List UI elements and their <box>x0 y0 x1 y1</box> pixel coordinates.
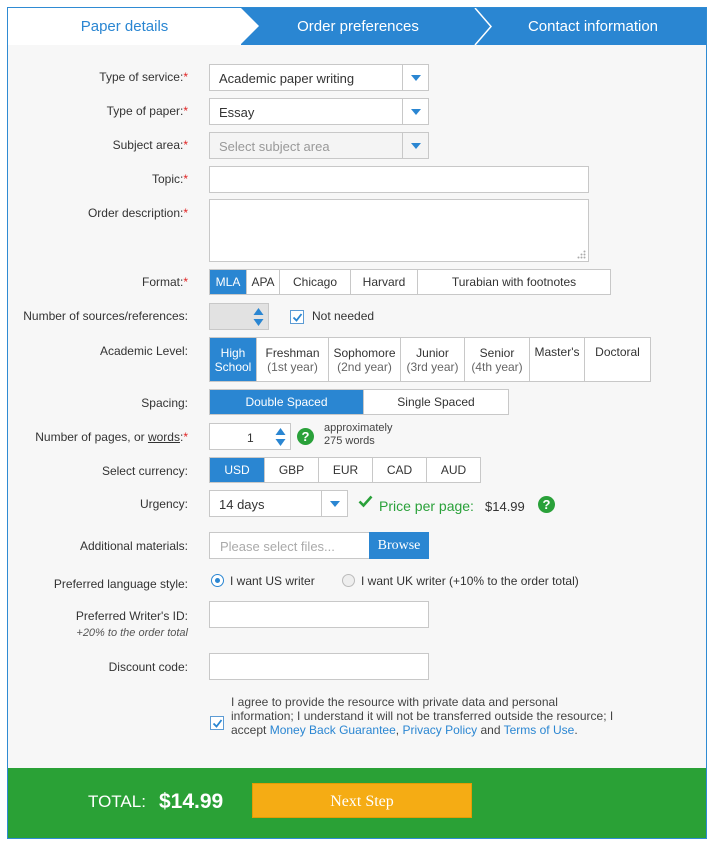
sources-label: Number of sources/references: <box>23 309 188 323</box>
urgency-label: Urgency: <box>139 497 188 511</box>
currency-option-aud[interactable]: AUD <box>440 463 467 477</box>
pages-label: Number of pages, or words:* <box>35 430 188 444</box>
urgency-select[interactable] <box>209 490 348 517</box>
pages-words-note: approximately 275 words <box>324 422 393 447</box>
terms-of-use-link[interactable]: Terms of Use <box>503 723 575 737</box>
stepper-arrows-icon[interactable] <box>253 307 264 327</box>
checkmark-icon <box>212 718 223 729</box>
format-option-turabian[interactable]: Turabian with footnotes <box>451 275 577 289</box>
type-of-paper-value: Essay <box>219 105 255 120</box>
type-of-service-value: Academic paper writing <box>219 71 355 86</box>
format-option-harvard[interactable]: Harvard <box>351 270 418 294</box>
language-style-label: Preferred language style: <box>53 577 188 591</box>
type-of-service-select[interactable] <box>209 64 429 91</box>
check-icon <box>358 495 373 508</box>
level-option-junior[interactable]: Junior (3rd year) <box>401 338 465 381</box>
academic-level-label: Academic Level: <box>99 344 188 358</box>
resize-handle-icon[interactable] <box>577 250 586 259</box>
help-icon[interactable]: ? <box>538 496 555 513</box>
chevron-right-icon <box>473 8 493 45</box>
format-selector <box>209 269 611 295</box>
file-upload-input[interactable] <box>209 532 369 559</box>
spacing-selector <box>209 389 509 415</box>
writer-id-note: +20% to the order total <box>76 627 188 639</box>
spacing-option-double[interactable]: Double Spaced <box>210 390 364 414</box>
order-description-label: Order description:* <box>87 206 188 220</box>
topic-input[interactable] <box>209 166 589 193</box>
level-option-freshman[interactable]: Freshman (1st year) <box>257 338 329 381</box>
writer-id-input[interactable] <box>209 601 429 628</box>
currency-option-gbp[interactable]: GBP <box>265 458 319 482</box>
us-writer-radio[interactable] <box>211 574 224 587</box>
step-contact-information[interactable]: Contact information <box>527 18 659 35</box>
academic-level-selector <box>209 337 651 382</box>
dropdown-arrow-icon <box>321 491 347 516</box>
currency-option-usd[interactable]: USD <box>210 458 265 482</box>
order-description-textarea[interactable] <box>209 199 589 262</box>
money-back-guarantee-link[interactable]: Money Back Guarantee <box>269 723 396 737</box>
subject-area-label: Subject area:* <box>112 138 188 152</box>
level-option-senior[interactable]: Senior (4th year) <box>465 338 530 381</box>
topic-label: Topic:* <box>151 172 188 186</box>
words-link[interactable]: words <box>147 430 180 444</box>
total-footer <box>8 768 706 838</box>
price-per-page-label: Price per page: <box>379 498 474 514</box>
urgency-value: 14 days <box>219 497 265 512</box>
agreement-text: I agree to provide the resource with private data and personal information; I understand it will not be transferred outside the resource; I accept Money Back Guarantee, Privacy Policy and Terms of Use. <box>231 695 614 737</box>
type-of-service-label: Type of service:* <box>99 70 188 84</box>
not-needed-checkbox[interactable] <box>290 310 304 324</box>
type-of-paper-label: Type of paper:* <box>106 104 188 118</box>
us-writer-label: I want US writer <box>230 574 315 588</box>
level-option-high-school[interactable]: High School <box>210 338 257 381</box>
help-icon[interactable]: ? <box>297 428 314 445</box>
not-needed-label: Not needed <box>312 309 375 323</box>
format-label: Format:* <box>141 275 188 289</box>
additional-materials-label: Additional materials: <box>79 539 188 553</box>
discount-code-label: Discount code: <box>108 660 188 674</box>
sources-stepper[interactable] <box>209 303 269 330</box>
spacing-label: Spacing: <box>141 396 188 410</box>
currency-option-cad[interactable]: CAD <box>373 458 427 482</box>
currency-option-eur[interactable]: EUR <box>319 458 373 482</box>
format-option-mla[interactable]: MLA <box>210 270 247 294</box>
level-option-sophomore[interactable]: Sophomore (2nd year) <box>329 338 401 381</box>
format-option-apa[interactable]: APA <box>247 270 280 294</box>
steps-bar <box>8 8 706 45</box>
subject-area-placeholder: Select subject area <box>219 139 330 154</box>
file-upload-placeholder: Please select files... <box>220 539 335 554</box>
stepper-arrows-icon[interactable] <box>275 427 286 447</box>
currency-selector <box>209 457 481 483</box>
total-label: TOTAL: <box>88 792 146 811</box>
writer-id-label: Preferred Writer's ID: <box>75 609 188 623</box>
currency-label: Select currency: <box>101 464 188 478</box>
dropdown-arrow-icon <box>402 133 428 158</box>
discount-code-input[interactable] <box>209 653 429 680</box>
privacy-policy-link[interactable]: Privacy Policy <box>402 723 478 737</box>
price-per-page-value: $14.99 <box>485 499 525 514</box>
checkmark-icon <box>292 312 303 323</box>
order-form <box>7 7 707 839</box>
type-of-paper-select[interactable] <box>209 98 429 125</box>
subject-area-select[interactable] <box>209 132 429 159</box>
uk-writer-label: I want UK writer (+10% to the order total) <box>361 574 579 588</box>
step-arrow <box>241 8 259 44</box>
total-value: $14.99 <box>159 790 224 813</box>
pages-value: 1 <box>247 431 254 445</box>
pages-stepper[interactable] <box>209 423 291 450</box>
agreement-checkbox[interactable] <box>210 716 224 730</box>
step-order-preferences[interactable]: Order preferences <box>297 18 419 35</box>
dropdown-arrow-icon <box>402 65 428 90</box>
next-step-button[interactable]: Next Step <box>252 783 472 818</box>
browse-button[interactable]: Browse <box>369 532 429 559</box>
level-option-doctoral[interactable]: Doctoral <box>595 345 640 359</box>
dropdown-arrow-icon <box>402 99 428 124</box>
format-option-chicago[interactable]: Chicago <box>280 270 351 294</box>
step-paper-details[interactable]: Paper details <box>8 8 241 45</box>
uk-writer-radio[interactable] <box>342 574 355 587</box>
spacing-option-single[interactable]: Single Spaced <box>397 395 475 409</box>
level-option-masters[interactable]: Master's <box>530 338 585 381</box>
